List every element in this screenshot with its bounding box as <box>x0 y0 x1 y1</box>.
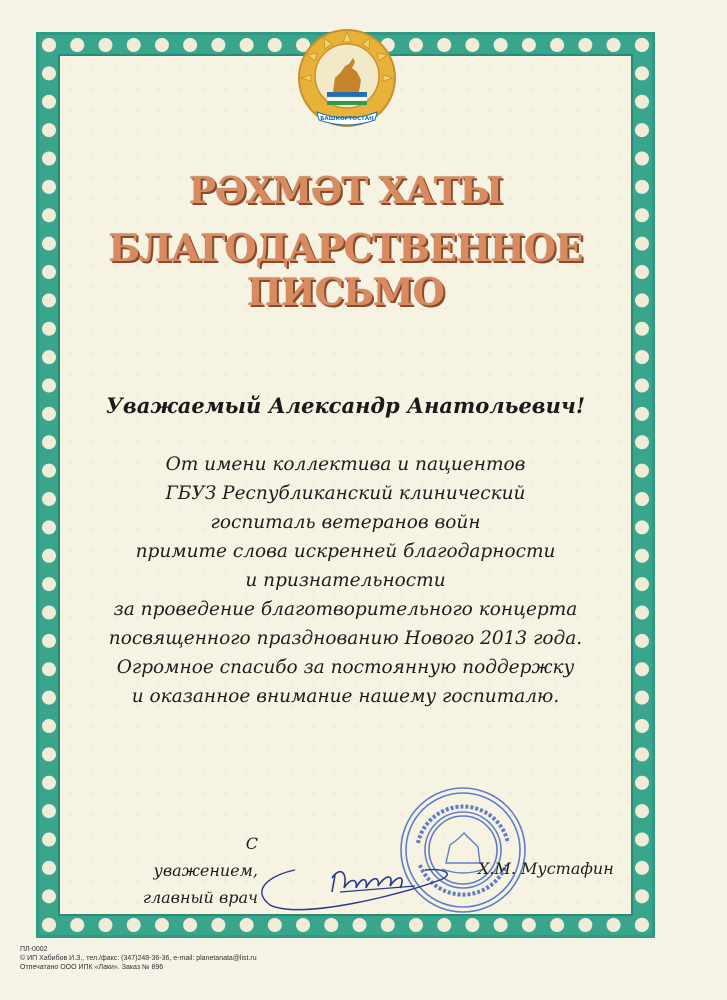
greeting: Уважаемый Александр Анатольевич! <box>105 393 586 418</box>
signer-name: Х.М. Мустафин <box>478 859 614 878</box>
imprint-code: ПЛ-0002 <box>20 946 48 953</box>
letter-body <box>58 450 633 711</box>
bashkortostan-coat-of-arms-icon <box>297 28 397 128</box>
imprint-publisher: © ИП Хабибов И.З., тел./факс: (347)248-36-36, e-mail: planetanata@list.ru <box>20 955 257 962</box>
emblem-ribbon-text: БАШКОРТОСТАН <box>320 116 374 122</box>
title-line-2: БЛАГОДАРСТВЕННОЕ <box>108 226 583 270</box>
body-line: и оказанное внимание нашему госпиталю. <box>131 686 560 707</box>
body-line: госпиталь ветеранов войн <box>210 512 481 533</box>
body-line: примите слова искренней благодарности <box>135 541 556 562</box>
body-line: за проведение благотворительного концерта <box>113 599 578 620</box>
handwritten-signature <box>240 830 480 920</box>
body-line: посвященного празднованию Нового 2013 года. <box>108 628 583 649</box>
title-bashkir: РӘХМӘТ ХАТЫ <box>188 170 503 212</box>
closing-regards: С уважением, <box>153 834 258 880</box>
printer-imprint <box>20 945 420 972</box>
closing-position: главный врач <box>142 888 258 907</box>
closing-block <box>138 830 258 911</box>
body-line: ГБУЗ Республиканский клинический <box>165 483 526 504</box>
title-line-3: ПИСЬМО <box>246 270 445 314</box>
body-line: От имени коллектива и пациентов <box>165 454 526 475</box>
body-line: Огромное спасибо за постоянную поддержку <box>116 657 575 678</box>
imprint-printer: Отпечатано ООО ИПК «Лаки». Заказ № 896 <box>20 964 164 971</box>
body-line: и признательности <box>245 570 446 591</box>
